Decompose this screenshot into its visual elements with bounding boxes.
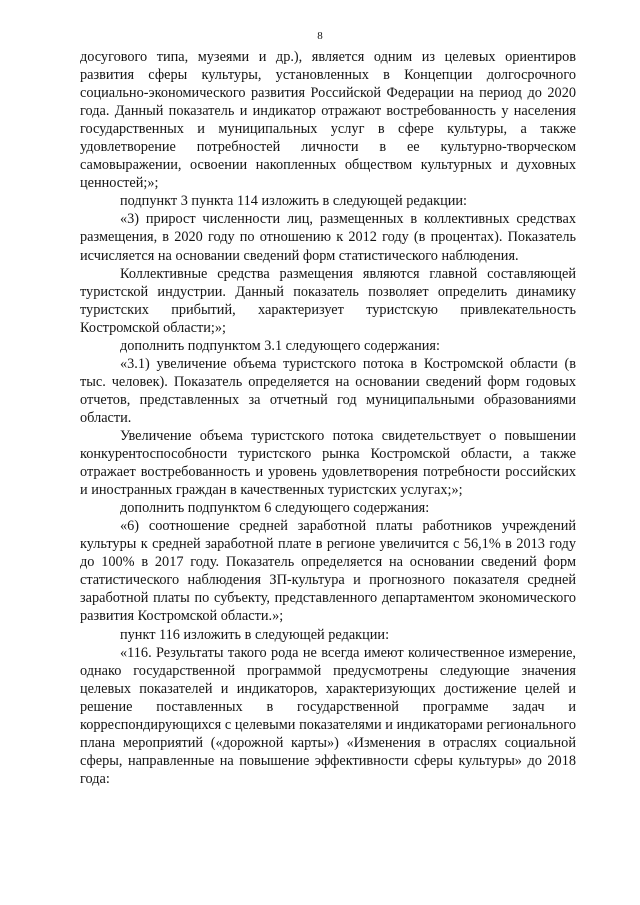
paragraph-subpoint-6: «6) соотношение средней заработной платы работников учреждений культуры к средней заработной плате в регионе увеличится с 56,1% в 2013 году до 100% в 2017 году. Показатель определяется на основании сведений форм статистического наблюдения ЗП-культура и прогнозного показателя средней заработной платы по субъекту, представленного департаментом экономического развития Костромской области.»; bbox=[80, 518, 576, 625]
paragraph-amendment-6: дополнить подпунктом 6 следующего содержания: bbox=[120, 500, 430, 517]
page-number: 8 bbox=[317, 30, 323, 42]
paragraph-point-116: «116. Результаты такого рода не всегда имеют количественное измерение, однако государственной программой предусмотрены следующие значения целевых показателей и индикаторов, характеризующих достижение целей и решение поставленных в государственной программе задач и корреспондирующихся с целевыми показателями и индикаторами регионального плана мероприятий («дорожной карты») «Изменения в отраслях социальной сферы, направленные на повышение эффективности сферы культуры» до 2018 года: bbox=[80, 644, 576, 787]
paragraph-subpoint-3-1: «3.1) увеличение объема туристского потока в Костромской области (в тыс. человек). Показатель определяется на основании сведений форм годовых отчетов, представленных за отчетный год муниципальными образованиями области. bbox=[80, 355, 576, 426]
paragraph-tourist-flow: Увеличение объема туристского потока свидетельствует о повышении конкурентоспособности туристского рынка Костромской области, а также отражает востребованность и уровень удовлетворения потребности российских и иностранных граждан в качественных туристских услугах;»; bbox=[80, 427, 576, 499]
document-body bbox=[80, 48, 576, 788]
paragraph-amendment-114: подпункт 3 пункта 114 изложить в следующей редакции: bbox=[120, 193, 467, 210]
paragraph-collective-accommodation: Коллективные средства размещения являются главной составляющей туристской индустрии. Данный показатель позволяет определить динамику туристских прибытий, характеризует туристскую привлекательность Костромской области;»; bbox=[80, 265, 576, 336]
paragraph-continuation: досугового типа, музеями и др.), является одним из целевых ориентиров развития сферы культуры, установленных в Концепции долгосрочного социально-экономического развития Российской Федерации на период до 2020 года. Данный показатель и индикатор отражают востребованность у населения государственных и муниципальных услуг в сфере культуры, а также удовлетворение потребностей личности в ее культурно-творческом самовыражении, освоении накопленных обществом культурных и духовных ценностей;»; bbox=[80, 49, 576, 192]
paragraph-amendment-3-1: дополнить подпунктом 3.1 следующего содержания: bbox=[120, 337, 440, 354]
paragraph-subpoint-3: «3) прирост численности лиц, размещенных в коллективных средствах размещения, в 2020 году по отношению к 2012 году (в процентах). Показатель исчисляется на основании сведений форм статистического наблюдения. bbox=[80, 211, 576, 264]
paragraph-amendment-116: пункт 116 изложить в следующей редакции: bbox=[120, 626, 390, 643]
